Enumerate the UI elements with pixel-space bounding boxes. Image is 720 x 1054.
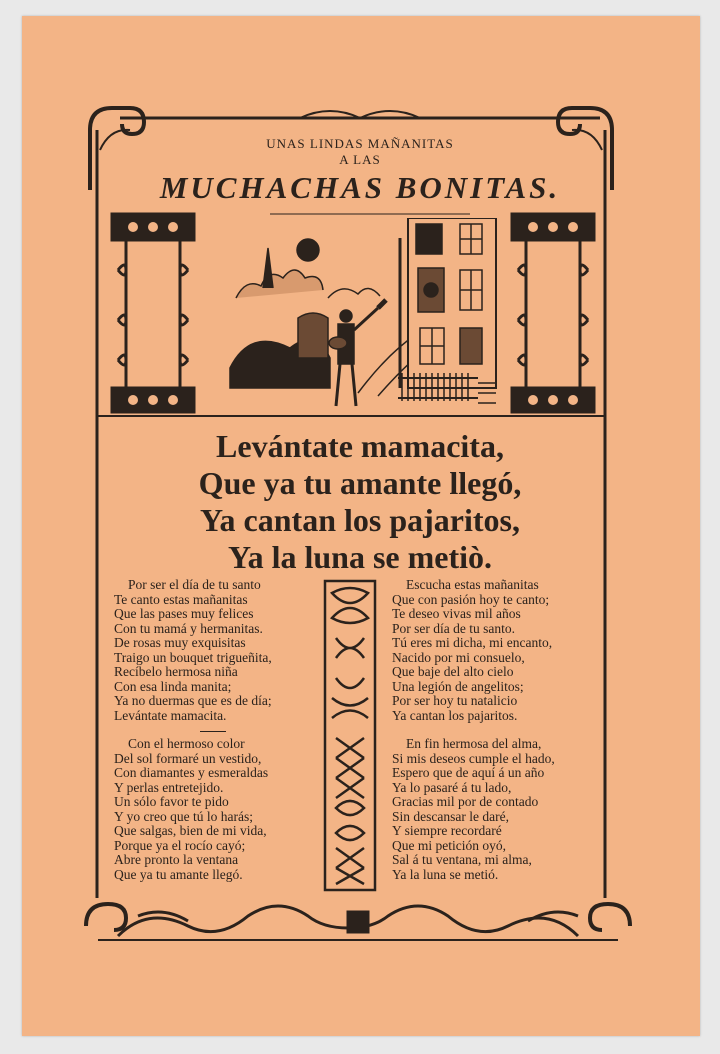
verse-line: Y yo creo que tú lo harás; xyxy=(114,808,253,824)
verse-line: Y perlas entretejido. xyxy=(114,779,224,795)
verse-line: Si mis deseos cumple el hado, xyxy=(392,750,555,766)
verse-line: Con diamantes y esmeraldas xyxy=(114,765,269,780)
verse-line: Recíbelo hermosa niña xyxy=(114,664,238,679)
header-line-1: UNAS LINDAS MAÑANITAS xyxy=(266,136,454,151)
stanza-separator-left xyxy=(200,731,226,732)
verse-line: Sal á tu ventana, mi alma, xyxy=(392,852,532,867)
verse-line: Por ser el día de tu santo xyxy=(128,577,261,592)
left-pillar-ornament xyxy=(108,210,198,415)
right-pillar-ornament xyxy=(508,210,598,415)
serenade-woodcut-illustration xyxy=(228,218,498,413)
verse-line: Con tu mamá y hermanitas. xyxy=(114,620,263,636)
verse-line: Nacido por mi consuelo, xyxy=(392,649,525,665)
verse-line: Que salgas, bien de mi vida, xyxy=(114,823,267,838)
page-title: MUCHACHAS BONITAS. xyxy=(159,170,561,205)
left-column-poem xyxy=(114,578,314,882)
serenader-head xyxy=(340,310,352,322)
verse-line: Ya cantan los pajaritos. xyxy=(392,707,518,723)
verse-line: Que mi petición oyó, xyxy=(392,837,506,853)
verse-line: Por ser día de tu santo. xyxy=(392,620,515,636)
moon xyxy=(297,239,319,261)
headline-line-3: Ya cantan los pajaritos, xyxy=(199,502,520,538)
verse-line: Con el hermoso color xyxy=(128,736,245,751)
verse-line: Ya lo pasaré á tu lado, xyxy=(392,779,512,795)
headline-line-4: Ya la luna se metiò. xyxy=(228,539,492,575)
bottom-ornament-border xyxy=(78,896,638,946)
verse-line: Tú eres mi dicha, mi encanto, xyxy=(392,635,553,650)
verse-line: Ya la luna se metió. xyxy=(392,866,499,882)
verse-line: Escucha estas mañanitas xyxy=(406,577,539,592)
headline-line-2: Que ya tu amante llegó, xyxy=(198,465,522,501)
verse-line: Te canto estas mañanitas xyxy=(114,591,248,607)
verse-line: Una legión de angelitos; xyxy=(392,678,524,694)
verse-line: Ya no duermas que es de día; xyxy=(114,693,272,708)
verse-line: Un sólo favor te pido xyxy=(114,794,229,809)
verse-line: Con esa linda manita; xyxy=(114,678,232,694)
verse-line: Espero que de aquí á un año xyxy=(392,765,545,780)
header-line-2: A LAS xyxy=(339,152,381,167)
verse-line: Abre pronto la ventana xyxy=(114,852,239,867)
verse-line: Por ser hoy tu natalicio xyxy=(392,693,518,708)
headline-line-1: Levántate mamacita, xyxy=(216,428,504,464)
verse-line: Gracias mil por de contado xyxy=(392,794,539,809)
center-column-ornament xyxy=(322,578,378,893)
verse-line: Del sol formaré un vestido, xyxy=(114,750,262,766)
verse-line: Levántate mamacita. xyxy=(114,707,227,723)
right-column-poem xyxy=(392,578,597,882)
verse-line: Que baje del alto cielo xyxy=(392,664,514,679)
verse-line: Traigo un bouquet trigueñita, xyxy=(114,649,272,665)
verse-line: Que las pases muy felices xyxy=(114,606,254,621)
verse-line: En fin hermosa del alma, xyxy=(406,736,542,751)
verse-line: Sin descansar le daré, xyxy=(392,808,509,824)
verse-line: Te deseo vivas mil años xyxy=(392,606,521,621)
verse-line: Que ya tu amante llegó. xyxy=(114,866,243,882)
verse-line: Y siempre recordaré xyxy=(392,823,502,838)
verse-line: Porque ya el rocío cayó; xyxy=(114,837,246,853)
verse-line: Que con pasión hoy te canto; xyxy=(392,591,550,607)
verse-line: De rosas muy exquisitas xyxy=(114,635,246,650)
